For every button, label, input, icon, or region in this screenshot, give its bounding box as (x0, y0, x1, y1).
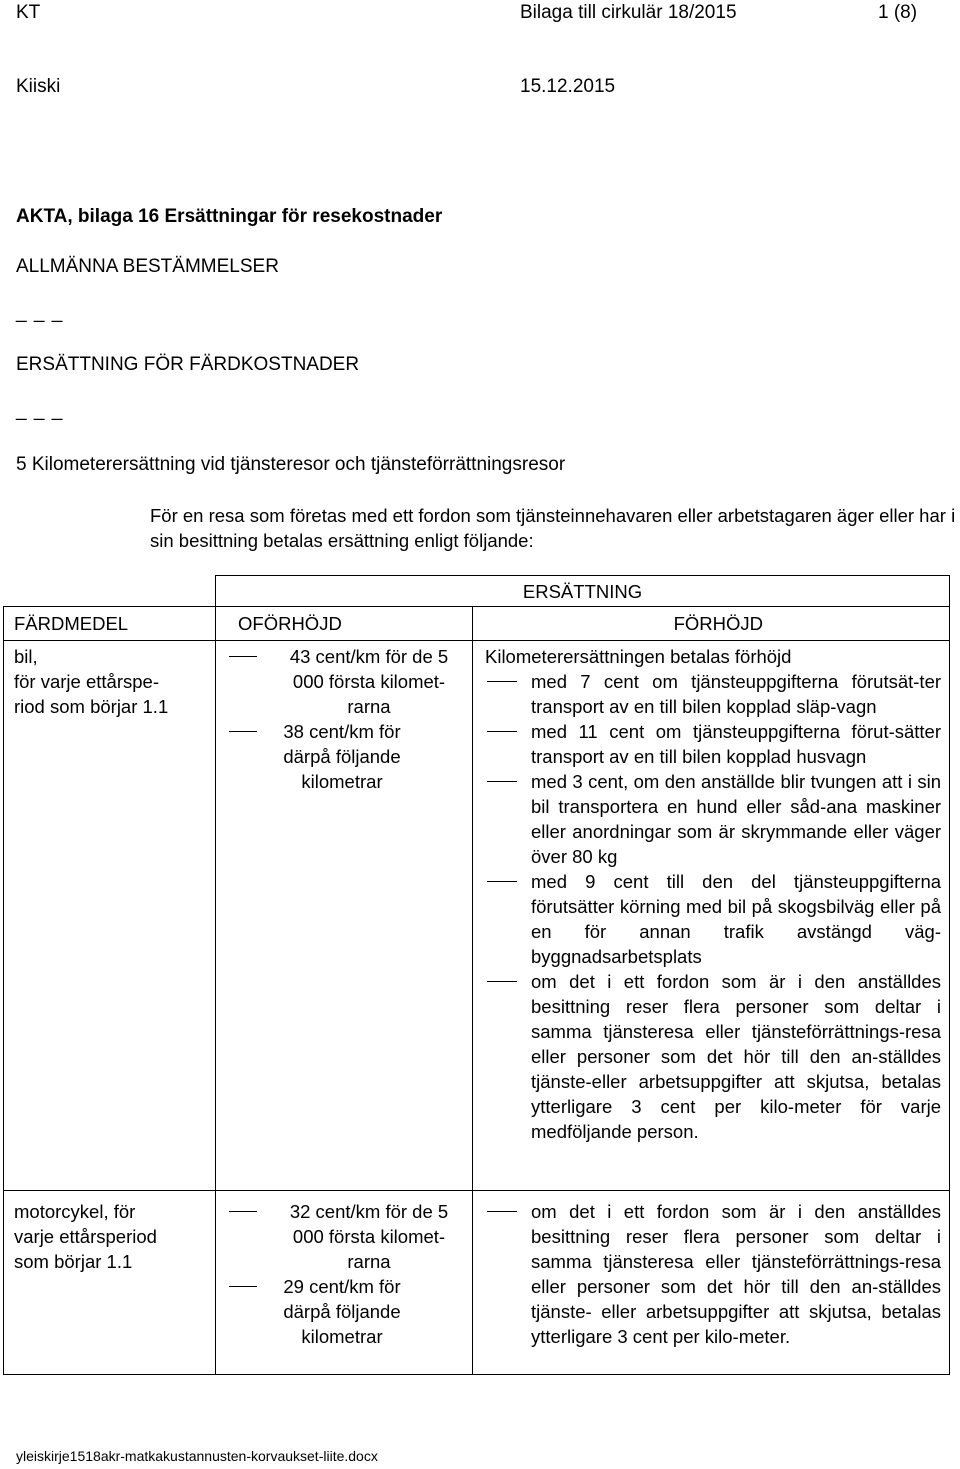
unraised-cell-car (216, 641, 473, 1191)
raised-item: med 7 cent om tjänsteuppgifterna förutsät-ter transport av en till bilen kopplad släp-vagn (479, 669, 941, 719)
raised-item: om det i ett fordon som är i den anställdes besittning reser flera personer som deltar i samma tjänsteresa eller tjänsteförrättnings-resa eller personer som det hör till den an-ställdes tjänste- eller arbetsuppgifter att skjutsa, betalas ytterligare 3 cent per kilo-meter. (479, 1199, 941, 1349)
section-heading-travel-costs: ERSÄTTNING FÖR FÄRDKOSTNADER (16, 354, 360, 375)
column-header-raised: FÖRHÖJD (473, 607, 950, 641)
vehicle-cell-car: bil, för varje ettårspe- riod som börjar 1.1 (4, 641, 216, 1191)
raised-item: med 9 cent till den del tjänsteuppgifterna förutsätter körning med bil på skogsbilväg eller på en för annan trafik avstängd väg-byggnadsarbetsplats (479, 869, 941, 969)
header-org: KT (16, 2, 41, 23)
footer-filename: yleiskirje1518akr-matkakustannusten-korvaukset-liite.docx (16, 1448, 378, 1464)
raised-cell-car (473, 641, 950, 1191)
table-group-header-row (4, 576, 950, 607)
unraised-cell-motorcycle (216, 1191, 473, 1375)
table-row (4, 1191, 950, 1375)
rate-item: 38 cent/km för därpå följande kilometrar (224, 719, 472, 794)
subsection-heading: 5 Kilometerersättning vid tjänsteresor och tjänsteförrättningsresor (16, 454, 566, 475)
column-header-vehicle: FÄRDMEDEL (4, 607, 216, 641)
raised-cell-motorcycle (473, 1191, 950, 1375)
raised-item: med 11 cent om tjänsteuppgifterna förut-sätter transport av en till bilen kopplad husvagn (479, 719, 941, 769)
separator: _ _ _ (16, 400, 64, 421)
raised-item: med 3 cent, om den anställde blir tvungen att i sin bil transportera en hund eller såd-ana maskiner eller anordningar som är skrymmande eller väger över 80 kg (479, 769, 941, 869)
header-author: Kiiski (16, 76, 61, 97)
rate-item: 29 cent/km för därpå följande kilometrar (224, 1274, 472, 1349)
intro-paragraph: För en resa som företas med ett fordon som tjänsteinnehavaren eller arbetstagaren äger eller har i sin besittning betalas ersättning enligt följande: (150, 505, 956, 551)
section-heading-general: ALLMÄNNA BESTÄMMELSER (16, 256, 279, 277)
table-header-row (4, 607, 950, 641)
raised-intro: Kilometerersättningen betalas förhöjd (485, 646, 792, 667)
page-number: 1 (8) (878, 2, 918, 23)
rate-item: 43 cent/km för de 5 000 första kilomet-rarna (224, 644, 472, 719)
header-subtitle: Bilaga till cirkulär 18/2015 (520, 2, 737, 23)
separator: _ _ _ (16, 302, 64, 323)
header-date: 15.12.2015 (520, 76, 616, 97)
vehicle-cell-motorcycle: motorcykel, för varje ettårsperiod som börjar 1.1 (4, 1191, 216, 1375)
raised-item: om det i ett fordon som är i den anställdes besittning reser flera personer som deltar i samma tjänsteresa eller tjänsteförrättnings-resa eller personer som det hör till den an-ställdes tjänste-eller arbetsuppgifter att skjutsa, betalas ytterligare 3 cent per kilo-meter för varje medföljande person. (479, 969, 941, 1144)
column-header-unraised: OFÖRHÖJD (216, 607, 473, 641)
compensation-table (3, 575, 950, 1375)
table-row (4, 641, 950, 1191)
column-group-header: ERSÄTTNING (216, 576, 950, 607)
document-title: AKTA, bilaga 16 Ersättningar för resekostnader (16, 206, 443, 227)
empty-cell (4, 576, 216, 607)
rate-item: 32 cent/km för de 5 000 första kilomet-rarna (224, 1199, 472, 1274)
